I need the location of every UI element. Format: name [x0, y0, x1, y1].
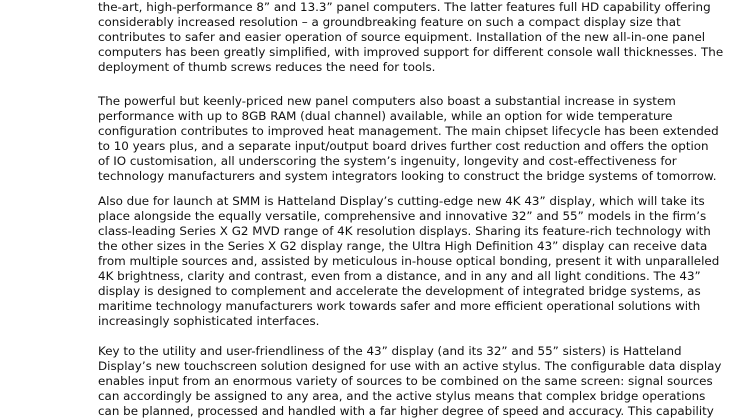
text-line: The powerful but keenly-priced new panel computers also boast a substantial increase in system — [98, 94, 676, 108]
text-line: can be planned, processed and handled with a far higher degree of speed and accuracy. This capability — [98, 404, 714, 418]
text-line: considerably increased resolution – a groundbreaking feature on such a compact display size that — [98, 15, 681, 29]
text-line: of IO customisation, all underscoring the system’s ingenuity, longevity and cost-effectiveness for — [98, 154, 677, 168]
text-line: 4K brightness, clarity and contrast, even from a distance, and in any and all light conditions. The 43” — [98, 269, 701, 283]
text-line: maritime technology manufacturers work towards safer and more efficient operational solutions with — [98, 299, 701, 313]
text-line: increasingly sophisticated interfaces. — [98, 314, 320, 328]
text-line: enables input from an enormous variety of sources to be combined on the same screen: signal sources — [98, 374, 713, 388]
text-line: deployment of thumb screws reduces the need for tools. — [98, 60, 436, 74]
text-line: from multiple sources and, assisted by meticulous in-house optical bonding, present it with unparalleled — [98, 254, 720, 268]
text-line: computers has been greatly simplified, with improved support for different console wall thicknesses. The — [98, 45, 724, 59]
text-line: Also due for launch at SMM is Hatteland Display’s cutting-edge new 4K 43” display, which will take its — [98, 194, 705, 208]
text-line: place alongside the equally versatile, comprehensive and innovative 32” and 55” models in the firm’s — [98, 209, 707, 223]
text-line: performance with up to 8GB RAM (dual channel) available, while an option for wide temperature — [98, 109, 673, 123]
text-line: contributes to safer and easier operation of source equipment. Installation of the new all-in-one panel — [98, 30, 706, 44]
text-line: the other sizes in the Series X G2 display range, the Ultra High Definition 43” display can receive data — [98, 239, 708, 253]
text-line: to 10 years plus, and a separate input/output board drives further cost reduction and offers the option — [98, 139, 709, 153]
text-line: class-leading Series X G2 MVD range of 4K resolution displays. Sharing its feature-rich technology with — [98, 224, 711, 238]
text-line: configuration contributes to improved heat management. The main chipset lifecycle has been extended — [98, 124, 719, 138]
text-line: display is designed to complement and accelerate the development of integrated bridge systems, as — [98, 284, 701, 298]
text-line: Display’s new touchscreen solution designed for use with an active stylus. The configurable data display — [98, 359, 722, 373]
text-line: Key to the utility and user-friendliness of the 43” display (and its 32” and 55” sisters) is Hatteland — [98, 344, 682, 358]
text-line: the-art, high-performance 8” and 13.3” panel computers. The latter features full HD capability offering — [98, 0, 711, 14]
text-line: can accordingly be assigned to any area, and the active stylus means that complex bridge operations — [98, 389, 706, 403]
text-line: technology manufacturers and system integrators looking to construct the bridge systems of tomorrow. — [98, 169, 717, 183]
